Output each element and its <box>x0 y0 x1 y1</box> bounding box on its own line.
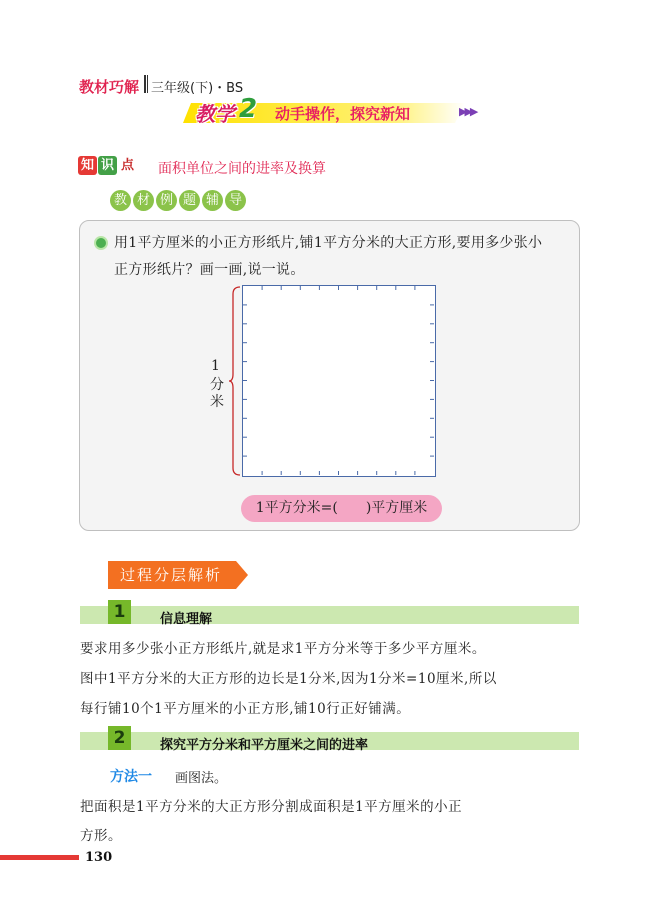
page-number: 130 <box>85 850 113 865</box>
guide-char: 导 <box>225 190 246 211</box>
section-bar <box>80 606 579 624</box>
header-divider-thin <box>147 75 148 93</box>
bullet-dot-icon <box>94 236 108 250</box>
guide-char: 题 <box>179 190 200 211</box>
side-label-number: 1 <box>211 358 220 374</box>
paragraph-line: 把面积是1平方分米的大正方形分割成面积是1平方厘米的小正 <box>80 799 463 815</box>
paragraph-line: 要求用多少张小正方形纸片,就是求1平方分米等于多少平方厘米。 <box>80 641 486 657</box>
section-number: 2 <box>108 726 131 750</box>
banner-number: 2 <box>239 94 258 124</box>
kp-char: 识 <box>98 156 117 175</box>
header-divider <box>144 75 146 93</box>
kp-char: 知 <box>78 156 97 175</box>
lesson-banner <box>183 94 485 126</box>
square-tick-marks <box>243 286 434 475</box>
example-question-line: 用1平方厘米的小正方形纸片,铺1平方分米的大正方形,要用多少张小 <box>114 235 543 251</box>
paragraph-line: 每行铺10个1平方厘米的小正方形,铺10行正好铺满。 <box>80 701 411 717</box>
method-text: 画图法。 <box>175 771 228 786</box>
kp-char: 点 <box>120 158 134 173</box>
paragraph-line: 图中1平方分米的大正方形的边长是1分米,因为1分米=10厘米,所以 <box>80 671 497 687</box>
section-title: 信息理解 <box>160 612 213 627</box>
side-label-char: 分 <box>210 377 224 393</box>
page-footer-line <box>0 855 79 860</box>
book-title: 教材巧解 <box>79 78 140 96</box>
process-title: 过程分层解析 <box>120 566 223 584</box>
method-label: 方法一 <box>110 769 152 785</box>
banner-arrows-icon: ▶▶▶ <box>459 105 476 118</box>
process-banner <box>108 561 248 589</box>
formula-box: 1平方分米=( )平方厘米 <box>241 495 442 522</box>
guide-char: 教 <box>110 190 131 211</box>
example-question-line: 正方形纸片？画一画,说一说。 <box>114 262 305 278</box>
guide-char: 辅 <box>202 190 223 211</box>
paragraph-line: 方形。 <box>80 828 122 844</box>
guide-char: 例 <box>156 190 177 211</box>
knowledge-point-tag <box>78 156 137 175</box>
square-decimeter-figure <box>242 285 436 477</box>
knowledge-point-title: 面积单位之间的进率及换算 <box>158 161 326 177</box>
example-guide-label <box>110 190 246 211</box>
side-label-char: 米 <box>210 394 224 410</box>
banner-title: 动手操作，探究新知 <box>275 105 411 123</box>
banner-label: 教学 <box>195 102 235 126</box>
guide-char: 材 <box>133 190 154 211</box>
section-title: 探究平方分米和平方厘米之间的进率 <box>160 738 369 753</box>
left-brace-icon <box>229 286 241 476</box>
section-number: 1 <box>108 600 131 624</box>
grade-label: 三年级(下)・BS <box>151 81 244 96</box>
